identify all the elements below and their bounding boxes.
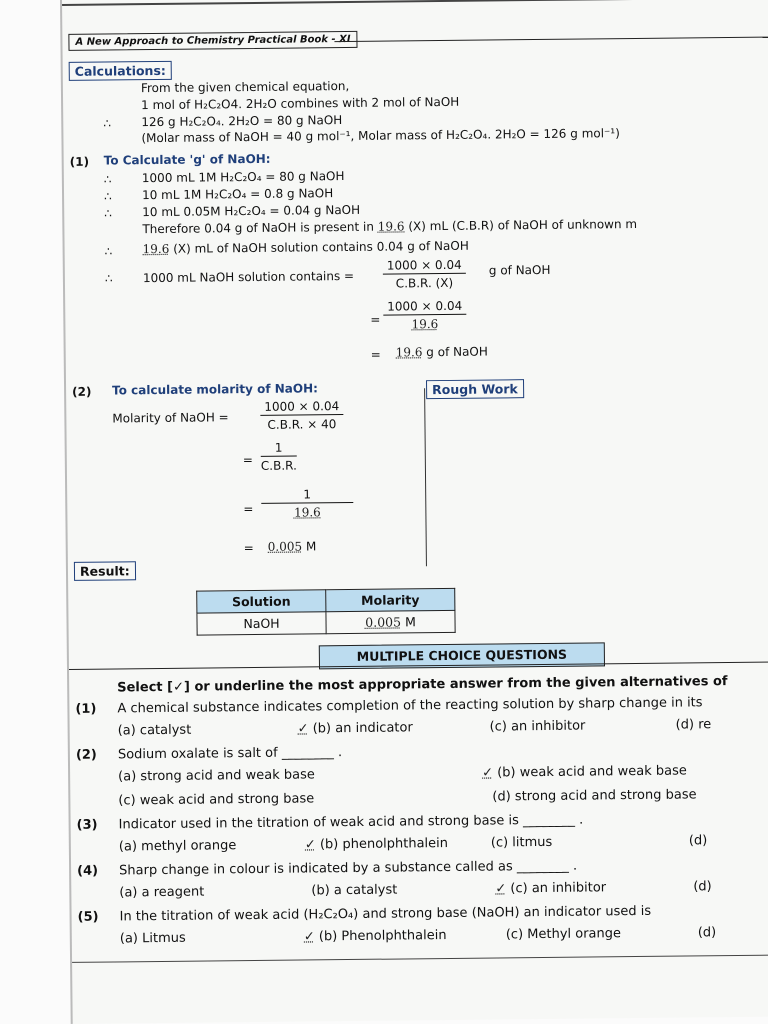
calc-line — [268, 539, 317, 554]
calc-text: Molarity of NaOH = — [112, 410, 229, 426]
option[interactable]: (c) an inhibitor — [489, 718, 586, 735]
unit: M — [404, 614, 416, 630]
calc-line: 10 mL 0.05M H₂C₂O₄ = 0.04 g NaOH — [142, 202, 361, 220]
numerator: 1000 × 0.04 — [260, 399, 343, 416]
option[interactable]: (a) methyl orange — [118, 838, 237, 855]
numerator: 1000 × 0.04 — [383, 258, 466, 275]
option[interactable]: (d) — [688, 833, 708, 849]
document-page — [60, 0, 768, 1024]
question-text: Indicator used in the titration of weak acid and strong base is ________ . — [118, 812, 584, 833]
question-number: (2) — [75, 747, 97, 763]
option-selected[interactable] — [298, 720, 413, 736]
option[interactable]: (d) re — [675, 717, 712, 733]
question-number: (3) — [76, 817, 98, 833]
calc-line: 1000 mL 1M H₂C₂O₄ = 80 g NaOH — [141, 169, 345, 186]
calc-line — [396, 345, 488, 360]
therefore-symbol: ∴ — [103, 189, 112, 204]
question-text: Sharp change in colour is indicated by a substance called as ________ . — [119, 858, 578, 879]
section-number: (1) — [69, 154, 90, 169]
fraction — [261, 441, 297, 473]
handwritten-cbr: 19.6 — [142, 241, 170, 257]
fraction — [260, 399, 343, 432]
column-header: Solution — [197, 590, 326, 613]
denominator: C.B.R. × 40 — [267, 417, 337, 432]
tick-mark: ✓ — [297, 721, 309, 737]
result-heading: Result: — [74, 561, 136, 581]
therefore-symbol: ∴ — [103, 172, 112, 187]
tick-mark: ✓ — [303, 929, 315, 945]
question-number: (5) — [77, 909, 99, 925]
option[interactable]: (c) litmus — [490, 834, 553, 851]
therefore-symbol: ∴ — [104, 244, 113, 259]
therefore-symbol: ∴ — [104, 206, 112, 221]
table-header-row — [197, 588, 455, 613]
option[interactable]: (d) strong acid and strong base — [492, 787, 697, 805]
calc-text: g of NaOH — [426, 344, 488, 360]
question-text: Sodium oxalate is salt of ________ . — [117, 745, 343, 763]
numerator: 1000 × 0.04 — [383, 299, 466, 316]
top-rule — [62, 0, 768, 6]
unit: M — [305, 539, 317, 554]
equals: = — [370, 347, 381, 362]
calc-text: Therefore 0.04 g of NaOH is present in — [142, 219, 375, 237]
calc-text: (X) mL of NaOH solution contains 0.04 g of NaOH — [173, 238, 469, 256]
rough-work-label: Rough Work — [426, 379, 524, 399]
bottom-rule — [72, 955, 768, 963]
option[interactable]: (c) weak acid and strong base — [118, 791, 315, 809]
denominator: C.B.R. — [260, 458, 297, 473]
calculations-heading: Calculations: — [69, 61, 172, 81]
option[interactable]: (c) Methyl orange — [505, 926, 622, 943]
equals: = — [370, 312, 381, 327]
handwritten-cbr: 19.6 — [293, 505, 321, 520]
option-label: (b) phenolphthalein — [319, 835, 449, 853]
book-title: A New Approach to Chemistry Practical Book - XI — [68, 31, 357, 51]
equals: = — [243, 541, 254, 556]
equals: = — [243, 502, 254, 517]
header-rule — [334, 37, 768, 43]
tick-mark: ✓ — [304, 837, 316, 853]
fraction — [261, 487, 353, 520]
option-selected[interactable] — [304, 928, 447, 944]
handwritten-cbr: 19.6 — [377, 219, 405, 234]
handwritten-cbr: 19.6 — [395, 345, 423, 360]
option-selected[interactable] — [482, 763, 687, 780]
therefore-symbol: ∴ — [103, 116, 112, 131]
handwritten-molarity: 0.005 — [365, 614, 402, 630]
calc-text: g of NaOH — [488, 262, 551, 278]
mcq-instruction: Select [✓] or underline the most appropriate answer from the given alternatives of — [117, 674, 728, 696]
calc-line — [143, 239, 469, 256]
option[interactable]: (d) — [697, 925, 717, 941]
mcq-heading: MULTIPLE CHOICE QUESTIONS — [319, 642, 605, 669]
tick-mark: ✓ — [495, 881, 507, 897]
table-cell: NaOH — [197, 612, 326, 635]
therefore-symbol: ∴ — [104, 271, 113, 286]
handwritten-molarity: 0.005 — [267, 539, 303, 554]
numerator: 1 — [261, 487, 353, 504]
calc-line — [142, 217, 637, 236]
option[interactable]: (a) a reagent — [119, 884, 205, 901]
option[interactable]: (d) — [693, 879, 712, 895]
section-title: To calculate molarity of NaOH: — [112, 381, 318, 398]
denominator: C.B.R. (X) — [395, 275, 454, 291]
numerator: 1 — [261, 441, 297, 457]
option[interactable]: (b) a catalyst — [311, 882, 398, 899]
table-cell — [326, 610, 455, 633]
option[interactable]: (a) Litmus — [119, 930, 186, 947]
section-number: (2) — [72, 384, 92, 399]
calc-line: 1000 mL NaOH solution contains = — [142, 268, 355, 286]
option-label: (c) an inhibitor — [510, 880, 607, 897]
question-number: (4) — [77, 863, 99, 879]
calc-text: (X) mL (C.B.R) of NaOH of unknown m — [408, 216, 638, 234]
handwritten-cbr: 19.6 — [411, 317, 439, 332]
option-selected[interactable] — [305, 836, 448, 852]
option[interactable]: (a) catalyst — [117, 722, 192, 739]
calc-line: 10 mL 1M H₂C₂O₄ = 0.8 g NaOH — [141, 186, 334, 203]
question-text: A chemical substance indicates completion of the reacting solution by sharp change in its — [117, 695, 703, 717]
section-title: To Calculate 'g' of NaOH: — [103, 151, 271, 168]
calc-line: From the given chemical equation, — [140, 78, 350, 96]
result-table — [196, 588, 455, 636]
option-selected[interactable] — [495, 880, 606, 896]
question-text: In the titration of weak acid (H₂C₂O₄) and strong base (NaOH) an indicator used is — [119, 903, 652, 925]
calc-line: (Molar mass of NaOH = 40 g mol⁻¹, Molar mass of H₂C₂O₄. 2H₂O = 126 g mol⁻¹) — [141, 126, 620, 146]
equals: = — [242, 453, 253, 468]
fraction — [383, 258, 466, 291]
tick-mark: ✓ — [482, 765, 494, 781]
calc-line: 1 mol of H₂C₂O4. 2H₂O combines with 2 mol of NaOH — [141, 94, 460, 113]
option-label: (b) Phenolphthalein — [318, 928, 447, 945]
option-label: (b) an indicator — [312, 720, 413, 737]
option-label: (b) weak acid and weak base — [497, 763, 687, 781]
option[interactable]: (a) strong acid and weak base — [118, 767, 315, 785]
question-number: (1) — [75, 701, 97, 717]
rough-work-divider — [424, 388, 427, 566]
fraction — [383, 299, 466, 332]
table-row — [197, 610, 455, 635]
column-header: Molarity — [326, 588, 455, 611]
calc-line: 126 g H₂C₂O₄. 2H₂O = 80 g NaOH — [141, 113, 343, 130]
